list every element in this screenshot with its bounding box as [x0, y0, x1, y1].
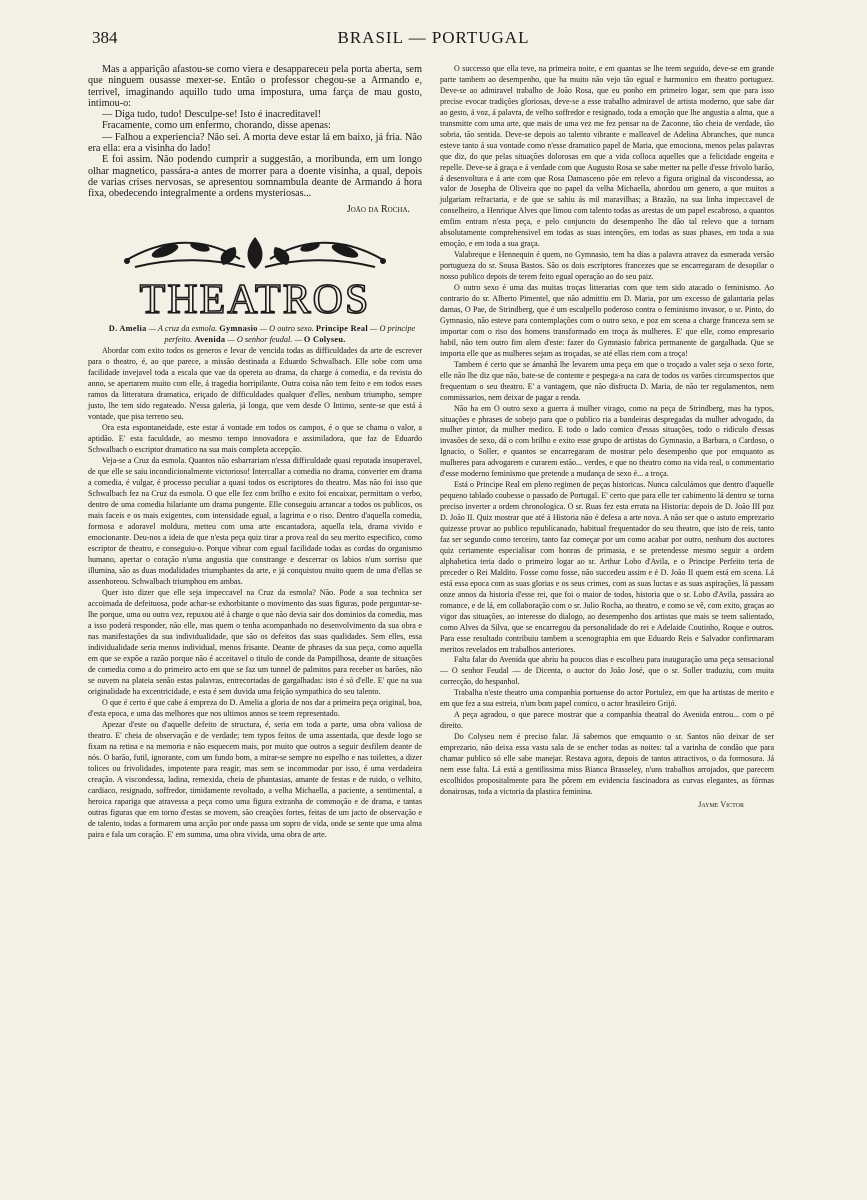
intro-paragraph: Mas a apparição afastou-se como viera e desappareceu pela porta aberta, sem que ninguem ousasse mexer-se. Então o professor chegou-se a Armando e, terrivel, imaginando aquillo tudo uma impostura, uma farça de mau gosto, intimou-o: — [88, 64, 422, 109]
section-title-banner — [130, 275, 380, 323]
article-paragraph: Tambem é certo que se ámanhã lhe levarem uma peça em que o troçado a valer seja o sexo forte, elle não lhe diz que não, bate-se de contente e pespega-a na cara de todos os varões circumspectos que frequentam o seu theatro. E' a vantagem, que não disfructa D. Maria, de não ter regulamentos, nem commissarios, nem deixar de pagar a renda. — [440, 359, 774, 402]
summary-theatre-3: Principe Real — [315, 323, 368, 333]
article-paragraph: Ora esta espontaneidade, este estar á vontade em todos os campos, é o que se chama o valor, a aptidão. E' esta faculdade, ao mesmo tempo innovadora e assimiladora, que faz de Eduardo Schwalbach o escriptor dramatico na sua mais completa accepção. — [88, 422, 422, 454]
story-conclusion — [88, 64, 422, 215]
summary-play-3: — O principe perfeito. — [164, 323, 416, 344]
intro-paragraph: — Falhou a experiencia? Não sei. A morta deve estar lá em baixo, já fria. Não era ella: era a visinha do lado! — [88, 131, 422, 155]
summary-play-4: — O senhor feudal. — — [225, 334, 304, 344]
article-paragraph: Trabalha n'este theatro uma companhia portuense do actor Portulez, em que ha artistas de merito e em que fez a sua estreia, n'um bom papel comico, o actor brasileiro Grijó. — [440, 688, 774, 709]
floral-ornament — [105, 233, 405, 273]
summary-play-2: — O outro sexo. — [257, 323, 316, 333]
left-article-body — [88, 345, 422, 841]
intro-paragraph: E foi assim. Não podendo cumprir a suggestão, a moribunda, em um longo olhar magnetico, passára-a antes de morrer para a doente visinha, a qual, depois de varias crises nervosas, se apresentou somnambula deante de Armando á hora fixa, obedecendo integralmente a ordens mysteriosas... — [88, 154, 422, 200]
summary-theatre-1: D. Amelia — [108, 323, 147, 333]
summary-theatre-4: Avenida — [194, 334, 226, 344]
intro-paragraph: Fracamente, como um enfermo, chorando, disse apenas: — [102, 120, 331, 132]
article-paragraph: Está o Principe Real em pleno regimen de peças historicas. Nunca calculámos que dentro d'aquelle pequeno tablado coubesse o passado de Portugal. E' certo que para elle ter cabimento lá dentro se torna preciso inverter a ordem chronologica. O sr. Ruas fez esta errata na Historia: depois de D. João III poz D. João II. Quiz mostrar que até á Historia não é defesa a arte nova. A não ser que o astuto emprezario quizesse provar ao publico republicanado, habitual frequentador do seu theatro, que isto de reis, tanto faz ser segundo como terceiro, tanto faz começar por um como acabar por outro, nenhum dos auctores quiz certamente especialisar com honras de primasia, e se pretendesse mesmo seguir a ordem alphabetica teria dado o primeiro logar ao sr. Arthur Lobo d'Avila, e o Principe Perfeito teria de preceder o Rei Maldito. Fosse como fosse, não succedeu assim e é D. João II quem está em scena. Lá está essa epoca com as suas glorias e os seus crimes, com as suas luctas e as suas aspirações, lá passam onze annos da historia d'esse rei, que foi o maior de todos, historia que o sr. Lobo d'Avila, passára ao romance, e de lá, em collaboração com o sr. Julio Rocha, ao theatro, e como se vê, com exito, graças ao vigor das situações, ao interesse do dialogo, ao desempenho dos artistas que mais se teem salientado, como Alves da Silva, que se encarregou da personalidade do rei e Adelaide Coutinho, Roque e outros. Para esse resultado contribuiu tambem a scenographia em que Eduardo Reis e Salvador confirmaram meritos revelados em trabalhos anteriores. — [440, 480, 774, 654]
article-paragraph: Valabreque e Hennequin é quem, no Gymnasio, tem ha dias a palavra atravez da esmerada versão portugueza do sr. Sousa Bastos. São os dois escriptores francezes que se encarregaram de desopilar o nosso publico depois de terem feito egual operação ao do seu paiz. — [440, 250, 774, 282]
running-head: BRASIL — PORTUGAL — [337, 28, 530, 47]
article-paragraph: O que é certo é que cabe á empreza do D. Amelia a gloria de nos dar a primeira peça original, boa, d'esta epoca, e uma das melhores que nos ultimos annos se teem representado. — [88, 698, 422, 719]
summary-play-1: — A cruz da esmola. — [146, 323, 220, 333]
article-paragraph: Do Colyseu nem é preciso falar. Já sabemos que emquanto o sr. Santos não deixar de ser emprezario, não deixa essa vasta sala de se encher todas as noites: tal a varinha de condão que para chamar publico só elle sabe manejar. Restava agora, depois de tantos attractivos, o da formosura. Já nem esse falta. Lá está a gentilissima miss Bianca Brasseley, n'uns trabalhos arrojados, que parecem escolhidos propositalmente para lhe pôrem em evidencia fascinadora as curvas elegantes, as fórmas donairosas, toda a victoria da plastica feminina. — [440, 732, 774, 796]
article-paragraph: O successo que ella teve, na primeira noite, e em quantas se lhe teem seguido, deve-se em grande parte tambem ao desempenho, que ha muito não vejo tão egual e harmonico em theatro portuguez. Deve-se ao admiravel trabalho de João Rosa, que eu ponho em primeiro logar, sem que para isso precise evocar tradições gloriosas, deve-se a esse trabalho admiravel de artista moderno, que sabe dar ao gesto, á voz, á palavra, de velho soffredor e resignado, toda a emoção que lhe angustia a alma, que a transmitte com uma arte, que mais de uma vez me fez pensar na de Zaconne, tão cheia de verdade, tão sobria, tão sentida. Deve-se depois ao talento vibrante e malleavel de Adelina Abranches, que nunca esteve tanto á sua vontade como n'esse dramatico papel de Maria, que emociona, menos pelas palavras que diz, do que pelas situações dolorosas em que a vida colloca aquelles que a felicidade engeita e repelle. Deve-se á graça e á verdade com que Augusto Rosa se sabe metter na pelle d'esse frivolo barão, á desenvoltura e á arte com que Rosa Damasceno põe em relevo a figura original da viscondessa, ao valor de Josepha de Oliveira que no papel da velha Michaella, abordou um genero, a que muitos a julgariam refractaria, e de que se sahiu ás mil maravilhas; a Brazão, na sua linha impeccavel de conselheiro, a Henrique Alves que limou com talento todas as arestas de um papel escabroso, a quantos emfim entram n'esta peça, e pelo conjuncto do desempenho lhe dão tal relevo que a tornam absolutamente comprehensivel em todas as suas intenções, em todas as suas phases, em toda a sua emoção, e em toda a sua graça. — [440, 64, 774, 249]
section-title: THEATROS — [139, 276, 371, 323]
section-summary — [88, 323, 422, 345]
summary-theatre-5: O Colyseu. — [303, 334, 346, 344]
page-number: 384 — [92, 28, 118, 47]
critic-signature: Jayme Victor — [698, 799, 744, 809]
article-paragraph: Veja-se a Cruz da esmola. Quantos não esbarrariam n'essa difficuldade quasi reputada insuperavel, de que elle se saiu incondicionalmente victorioso! Intercallar a comedia no drama, converter em drama a comedia, é vulgar, é processo peculiar a quasi todos os escriptores do theatro. Mas não foi isso que Schwalbach fez na Cruz da esmola. O que elle fez com brilho e exito foi encaixar, permittam o verbo, dentro de uma comedia hilariante um drama pungente. Elle conseguiu arrancar a todos os publicos, os mais faceis e os mais exigentes, com intensidade egual, a lagrima e o riso. Dentro d'aquella comedia, formosa e adoravel moldura, metteu com uma arte encantadora, aquella tela, drama vivido e emocionante. Deu-nos a ideia de que n'esta peça quiz tirar a prova real do seu merito especifico, como escriptor de theatro, e conseguiu-o. Porque vibrar com egual facilidade todas as cordas do organismo humano, apertar o coração n'uma angustia que constrange e descerrar os labios n'um sorriso que illumina, são as duas modalidades triumphantes da arte, e já conquistou muito quem de uma d'ellas se assenhoreou. Schwalbach triumphou em ambas. — [88, 455, 422, 586]
article-paragraph: A peça agradou, o que parece mostrar que a companhia theatral do Avenida entrou... com o pé direito. — [440, 710, 774, 731]
article-paragraph: Não ha em O outro sexo a guerra á mulher virago, como na peça de Strindberg, mas ha typos, situações e phrases de sobejo para que o publico ria a bandeiras despregadas da mulher advogado, da mulher pintor, da mulher medico. E todo o lado comico d'essas situações, todo o ridiculo d'essas invasões de sexo, dá o com brilho e exito esse grupo de artistas do Gymnasio, a Barbara, o Cardoso, o Ignacio, o Soller, e quantos se encarregaram de mostrar pelo desempenho que por emquanto as mulheres para advogarem e curarem estão... verdes, e que no theatro como na vida real, o commentario d'esse moderno feminismo que pretende a mudança de sexo é... a troça. — [440, 403, 774, 479]
article-paragraph: O outro sexo é uma das muitas troças litterarias com que tem sido atacado o feminismo. Ao contrario do sr. Alberto Pimentel, que não admittiu em D. Maria, por um excesso de galantaria pelas damas, O Pae, de Strindberg, que é um escalpello poderoso contra o feminismo invasor, o sr. Pinto, do Gymnasio, não esteve para contemplações com o outro sexo, e poz em scena a charge franceza sem se importar com o riso dos homens transformado em troça ás mulheres. E' que elle, como empresario habil, não tem outro fim alem d'este: fazer do Gymnasio fabrica permanente de gargalhada. Que se importa elle que as mulheres sejam as troçadas, se até ellas riem com a troça! — [440, 283, 774, 358]
article-paragraph: Abordar com exito todos os generos e levar de vencida todas as difficuldades da arte de escrever para o theatro, é, ao que parece, a missão destinada a Eduardo Schwalbach. Elle sobe com uma facilidade invejavel toda a escala que vae da opereta ao drama, da charge á comedia, e da revista do anno, se apertarem muito com elle, á tragedia horripilante. Outra coisa não tem feito e em todos esses ramos da litteratura dramatica, eriçado de difficuldades qualquer d'elles, nenhum triumpho, sempre justo, lhe tem sido regateado. N'essa galeria, já longa, que vem desde O Intimo, sente-se que está á vontade, que pisa terreno seu. — [88, 345, 422, 421]
left-column — [88, 64, 422, 840]
author-signature: João da Rocha. — [346, 203, 410, 215]
article-paragraph: Apezar d'este ou d'aquelle defeito de structura, é, seria em toda a parte, uma obra valiosa de theatro. E' cheia de observação e de verdade; tem typos feitos de uma assentada, que desde logo se fixam na retina e na memoria e não esquecem mais, por muito que outros a seguir desfilem deante de nós. O barão, futil, ignorante, com um fundo bom, a mirar-se sempre no espelho e nas toilettes, a dizer tolices ou frivolidades, impotente para reagir, mas sem se incommodar por isso, é uma verdadeira creação. A viscondessa, ladina, remexida, cheia de phantasias, amante de festas e de ruido, o velhito, cardiaco, resignado, soffredor, timidamente revoltado, a velha Michaella, a paciente, a sentimental, a heroica rapariga que atravessa a peça como uma figura extranha de commoção e de drama, e tantas outras figuras que em torno d'estas se movem, são creações fortes, feitas de um jacto de observação e de talento, todas a formarem uma acção por onde passa um sopro de vida, onde se sente que uma alma paira e fala um coração. E' em summa, uma obra vivida, uma obra de arte. — [88, 720, 422, 840]
article-paragraph: Quer isto dizer que elle seja impeccavel na Cruz da esmola? Não. Pode a sua technica ser accoimada de defeituosa, pode achar-se exhorbitante o movimento das suas figuras, pode perguntar-se-lhe porque, uma ou outra vez, repuxou até á charge o que não devia sair dos dominios da comedia, mas a isso poderá responder, não elle, mas quem o tenha acompanhado no desenvolvimento da sua obra e nas manifestações da sua individualidade, que são os defeitos das suas qualidades. Sem elles, essa individualidade seria menos individual, menos frisante. Deante de phrases da sua peça, como aquella em que se expõe a razão porque não é acceitavel o titulo de conde da Pampilhosa, deante de situações de comedia como a do primeiro acto em que se faz um tunnel de palmitos para receber os barões, não se ouvem na plateia senão estas palavras, entrecortadas de gargalhadas: isto é só d'elle. E' que na sua originalidade ha excentricidade, e esta é sem duvida uma feição sympathica do seu talento. — [88, 587, 422, 697]
intro-paragraph: — Diga tudo, tudo! Desculpe-se! Isto é inacreditavel! — [102, 109, 321, 121]
right-column — [440, 64, 774, 809]
summary-theatre-2: Gymnasio — [219, 323, 258, 333]
article-paragraph: Falta falar do Avenida que abriu ha poucos dias e escolheu para inauguração uma peça sensacional — O senhor Feudal — de Dicenta, o auctor do João José, que o sr. Soller traduziu, com muita correcção, do hespanhol. — [440, 655, 774, 687]
